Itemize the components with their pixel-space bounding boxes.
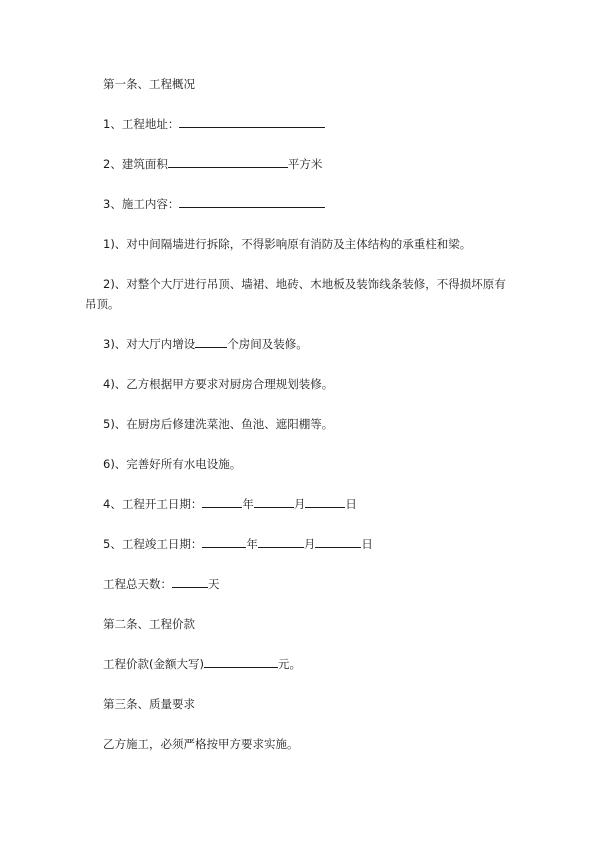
- building-area-line: [103, 154, 533, 174]
- sub-item-6-text: 6)、完善好所有水电设施。: [103, 457, 242, 471]
- sub-item-2-continuation: 吊顶。: [85, 297, 120, 311]
- quality-text: 乙方施工，必须严格按甲方要求实施。: [103, 737, 299, 751]
- completion-month-blank: [258, 534, 304, 548]
- sub-item-5-text: 5)、在厨房后修建洗菜池、鱼池、遮阳棚等。: [103, 417, 334, 431]
- start-date-line: [103, 494, 533, 514]
- building-area-label: 2、建筑面积: [103, 157, 168, 171]
- sub-item-5: [103, 414, 533, 434]
- completion-date-line: [103, 534, 533, 554]
- article-1-heading: [103, 74, 533, 94]
- completion-year-unit: 年: [246, 537, 258, 551]
- article-3-heading: [103, 694, 533, 714]
- sub-item-4: [103, 374, 533, 394]
- construction-content-line: [103, 194, 533, 214]
- heading-text: 第三条、质量要求: [103, 697, 195, 711]
- start-year-unit: 年: [242, 497, 254, 511]
- price-label: 工程价款(金额大写): [103, 657, 204, 671]
- building-area-blank: [168, 154, 288, 168]
- sub-item-4-text: 4)、乙方根据甲方要求对厨房合理规划装修。: [103, 377, 334, 391]
- start-day-blank: [305, 494, 345, 508]
- start-month-unit: 月: [293, 497, 306, 511]
- completion-year-blank: [202, 534, 246, 548]
- sub-item-1-text: 1)、对中间隔墙进行拆除，不得影响原有消防及主体结构的承重柱和梁。: [103, 237, 472, 251]
- start-year-blank: [202, 494, 242, 508]
- heading-text: 第一条、工程概况: [103, 77, 195, 91]
- heading-text: 第二条、工程价款: [103, 617, 195, 631]
- quality-line: [103, 734, 533, 754]
- sub-item-3: [103, 334, 533, 354]
- building-area-unit: 平方米: [287, 157, 323, 171]
- sub-item-3-label: 3)、对大厅内增设: [103, 337, 196, 351]
- price-blank: [204, 654, 278, 668]
- completion-day-blank: [315, 534, 361, 548]
- price-line: [103, 654, 533, 674]
- construction-content-blank: [179, 194, 325, 208]
- start-month-blank: [254, 494, 294, 508]
- sub-item-6: [103, 454, 533, 474]
- start-day-unit: 日: [345, 497, 357, 511]
- sub-item-1: [103, 234, 533, 254]
- sub-item-2: [85, 274, 533, 314]
- project-address-label: 1、工程地址：: [103, 117, 180, 131]
- sub-item-3-suffix: 个房间及装修。: [227, 337, 308, 351]
- start-date-label: 4、工程开工日期：: [103, 497, 203, 511]
- total-days-blank: [172, 574, 208, 588]
- price-unit: 元。: [277, 657, 301, 671]
- completion-day-unit: 日: [361, 537, 373, 551]
- completion-date-label: 5、工程竣工日期：: [103, 537, 203, 551]
- sub-item-2-text: 2)、对整个大厅进行吊顶、墙裙、地砖、木地板及装饰线条装修，不得损坏原有: [103, 277, 506, 291]
- completion-month-unit: 月: [303, 537, 316, 551]
- room-count-blank: [195, 334, 227, 348]
- total-days-label: 工程总天数：: [103, 577, 172, 591]
- construction-content-label: 3、施工内容：: [103, 197, 180, 211]
- project-address-blank: [179, 114, 325, 128]
- total-days-line: [103, 574, 533, 594]
- article-2-heading: [103, 614, 533, 634]
- project-address-line: [103, 114, 533, 134]
- total-days-unit: 天: [208, 577, 220, 591]
